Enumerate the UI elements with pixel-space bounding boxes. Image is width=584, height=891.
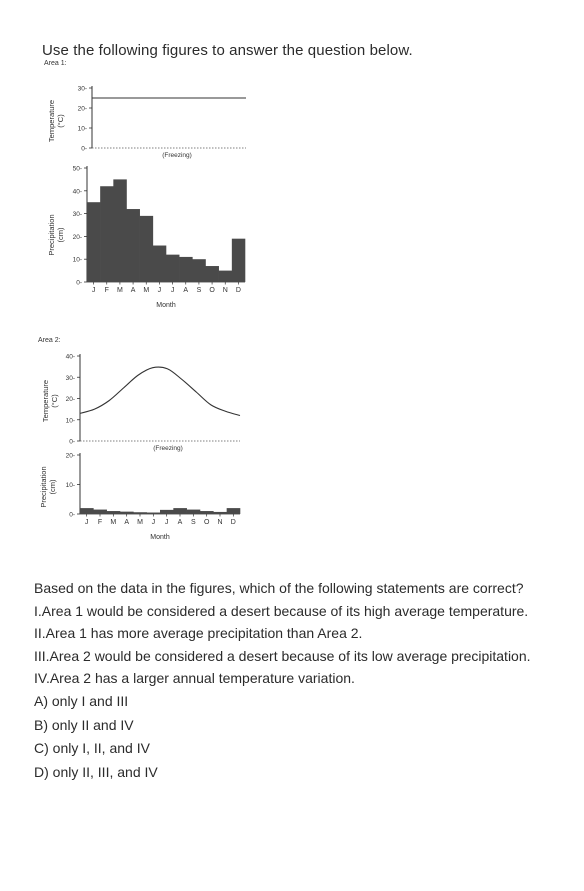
area2-precip-bar-8 [173, 508, 187, 514]
statement-4: IV.Area 2 has a larger annual temperature variation. [34, 670, 355, 687]
area2-precip-x-tick-label: N [217, 519, 223, 526]
area2-temp-freezing-label: (Freezing) [153, 445, 183, 452]
area2-precip-bar-6 [147, 513, 161, 514]
area2-temp-temperature-line [80, 367, 240, 415]
area2-precip-bar-2 [93, 510, 107, 514]
precip-label-line1: Precipitation [39, 466, 48, 508]
statement-3: III.Area 2 would be considered a desert because of its low average precipitation. [34, 647, 531, 664]
area2-precip-x-tick-label: J [151, 519, 156, 526]
temp-label-line2: (°C) [56, 114, 65, 128]
area1-precip-x-tick-label: M [116, 287, 123, 294]
area1-precip-bar-1 [87, 202, 100, 282]
temp-label-line2: (°C) [50, 394, 59, 408]
area2-precip-y-tick-label: 20- [65, 452, 75, 460]
area2-precip-bar-3 [107, 511, 121, 514]
area1-temp-y-tick-label: 0- [81, 145, 87, 153]
area2-precip-y-tick-label: 10- [65, 482, 75, 489]
area2-temp-y-tick-label: 20- [65, 396, 75, 403]
area1-precip-x-axis-label: Month [156, 302, 176, 309]
area1-temp-y-tick-label: 30- [77, 85, 87, 93]
area2-temp-y-tick-label: 40- [65, 353, 75, 361]
question-stem: Based on the data in the figures, which of the following statements are correct? [34, 580, 524, 596]
area2-precip-bar-1 [80, 508, 94, 514]
area1-precip-bar-12 [232, 239, 245, 282]
question-block [34, 578, 556, 785]
area1-precip-bar-4 [127, 209, 140, 282]
area2-precip-x-tick-label: M [137, 519, 143, 526]
area2-precip-bar-9 [187, 510, 201, 514]
area2-precip-bar-7 [160, 510, 174, 514]
option-c[interactable]: C) only I, II, and IV [34, 740, 150, 757]
area2-precip-x-tick-label: O [203, 519, 210, 526]
area2-temp-y-tick-label: 0- [69, 438, 75, 446]
area1-precip-y-tick-label: 10- [72, 256, 82, 264]
area1-precip-bar-8 [179, 257, 192, 282]
area1-temp-y-tick-label: 10- [77, 125, 87, 133]
temp-label-line1: Temperature [47, 99, 56, 143]
statement-1: I.Area 1 would be considered a desert because of its high average temperature. [34, 602, 529, 619]
statement-2: II.Area 1 has more average precipitation than Area 2. [34, 625, 363, 642]
area2-precip-bar-11 [213, 512, 227, 514]
prompt-text: Use the following figures to answer the question below. [42, 42, 413, 59]
area1-precip-bar-3 [113, 179, 126, 282]
area2-precip-x-tick-label: A [177, 519, 183, 526]
area2-precip-x-axis-label: Month [150, 534, 170, 541]
area2-temp-y-tick-label: 10- [65, 417, 75, 425]
option-b[interactable]: B) only II and IV [34, 716, 134, 733]
area1-precip-x-tick-label: D [235, 287, 241, 294]
area1-temp-freezing-label: (Freezing) [162, 152, 192, 159]
area2-precip-x-tick-label: D [230, 519, 236, 526]
area1-precip-x-tick-label: N [222, 287, 228, 294]
area2-precip-x-tick-label: J [164, 519, 169, 526]
area1-precip-x-tick-label: F [104, 287, 109, 294]
area2-precip-x-tick-label: F [97, 519, 103, 526]
area1-precip-x-tick-label: J [91, 287, 96, 294]
area1-precip-x-tick-label: J [157, 287, 162, 294]
area1-precip-bar-2 [100, 186, 113, 282]
option-d[interactable]: D) only II, III, and IV [34, 763, 158, 780]
area1-precip-x-tick-label: J [170, 287, 175, 294]
area1-precip-x-tick-label: O [209, 287, 215, 294]
area2-precip-x-tick-label: M [110, 519, 117, 526]
area1-precip-y-tick-label: 30- [72, 211, 82, 219]
area1-precip-x-tick-label: M [143, 287, 150, 294]
area1-precip-bar-6 [153, 246, 166, 282]
area1-precip-x-tick-label: A [183, 287, 189, 294]
area2-precip-y-tick-label: 0- [69, 511, 75, 519]
area1-label: Area 1: [44, 60, 67, 67]
area2-precip-x-tick-label: S [190, 519, 196, 526]
area1-temp-y-tick-label: 20- [77, 105, 87, 113]
area1-precip-y-tick-label: 40- [72, 188, 82, 196]
area1-precip-x-tick-label: A [130, 287, 136, 294]
area1-precip-y-tick-label: 0- [76, 279, 82, 287]
area2-precip-bar-10 [200, 511, 214, 514]
precip-label-line1: Precipitation [47, 214, 56, 256]
area2-precip-x-tick-label: J [84, 519, 89, 526]
area1-precip-bar-5 [140, 216, 153, 282]
area1-precip-y-tick-label: 50- [72, 165, 82, 173]
temp-label-line1: Temperature [41, 379, 50, 423]
area1-precip-y-tick-label: 20- [72, 233, 82, 241]
area2-precip-x-tick-label: A [124, 519, 130, 526]
area2-precip-bar-4 [120, 512, 134, 514]
area2-label: Area 2: [38, 337, 61, 344]
area1-precip-bar-11 [219, 271, 232, 282]
area1-precip-bar-10 [206, 266, 219, 282]
area1-precip-bar-7 [166, 255, 179, 282]
area2-temp-y-tick-label: 30- [65, 374, 75, 382]
area1-precip-x-tick-label: S [196, 287, 202, 294]
precip-label-line2: (cm) [48, 479, 57, 495]
area1-precip-bar-9 [192, 259, 205, 282]
precip-label-line2: (cm) [56, 227, 65, 243]
area2-precip-bar-5 [133, 512, 147, 514]
area2-precip-bar-12 [227, 508, 241, 514]
option-a[interactable]: A) only I and III [34, 692, 129, 709]
